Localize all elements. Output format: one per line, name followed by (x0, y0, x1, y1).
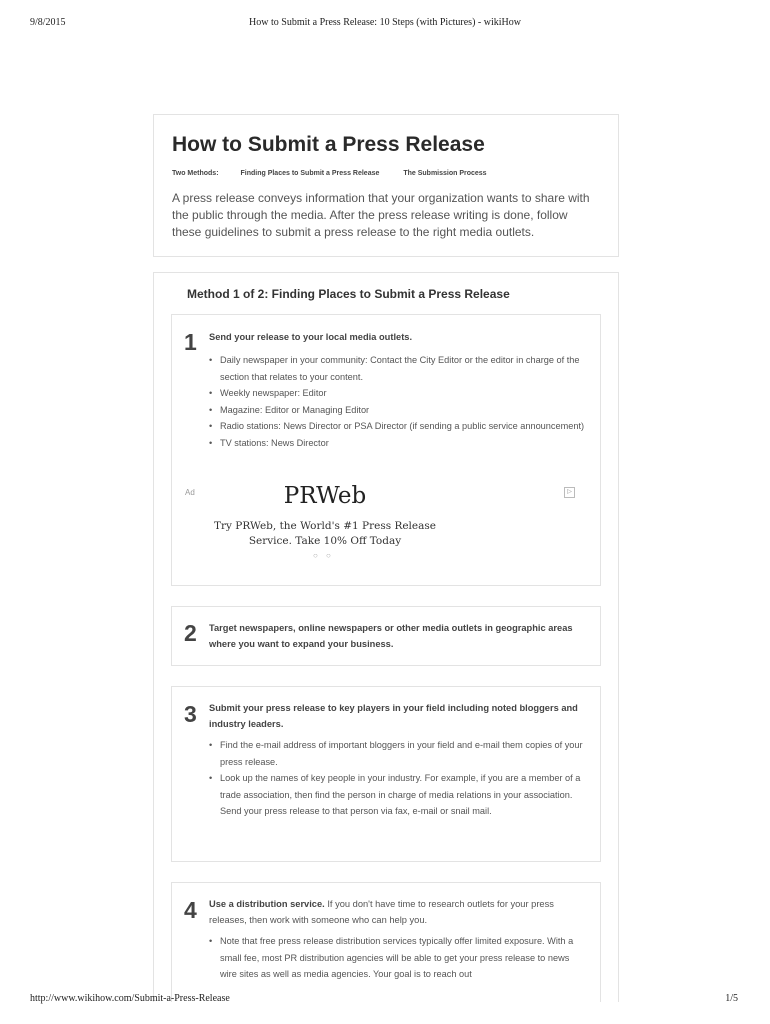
ad-choices-icon[interactable]: ▷ (564, 487, 575, 498)
list-item: • Magazine: Editor or Managing Editor (220, 402, 585, 419)
ad-text[interactable]: Try PRWeb, the World's #1 Press Release Service. Take 10% Off Today (213, 520, 436, 547)
methods-label: Two Methods: (172, 170, 219, 177)
method-link-finding-places[interactable]: Finding Places to Submit a Press Release (240, 170, 380, 177)
step-title-rest: If you don't have time to research outlets for your press releases, then work with someone who can help you. (209, 899, 554, 925)
step-title (209, 896, 589, 928)
print-date: 9/8/2015 (30, 17, 66, 28)
step-bullets (209, 737, 585, 820)
list-item: • Daily newspaper in your community: Contact the City Editor or the editor in charge of the section that relates to your content. (220, 352, 585, 385)
step-4 (171, 882, 601, 1002)
ad-block[interactable] (185, 315, 465, 587)
step-3 (171, 686, 601, 862)
print-url: http://www.wikihow.com/Submit-a-Press-Release (30, 993, 230, 1004)
list-item: • Find the e-mail address of important bloggers in your field and e-mail them copies of your press release. (220, 737, 585, 770)
method-link-submission-process[interactable]: The Submission Process (403, 170, 487, 177)
article-title: How to Submit a Press Release (172, 133, 485, 156)
step-number: 2 (184, 620, 197, 646)
list-item: • Note that free press release distribution services typically offer limited exposure. With a small fee, most PR distribution agencies will be able to get your press release to news wire sites as well as media agencies. Your goal is to reach out (220, 933, 585, 983)
step-title: Send your release to your local media outlets. (209, 332, 413, 342)
method-heading: Method 1 of 2: Finding Places to Submit a Press Release (187, 287, 510, 301)
list-item: • Look up the names of key people in your industry. For example, if you are a member of a trade association, then find the person in charge of media relations in your association. Send your press release to that person via fax, e-mail or snail mail. (220, 770, 585, 820)
step-number: 1 (184, 329, 197, 355)
print-page-number: 1/5 (725, 993, 738, 1004)
step-number: 3 (184, 701, 197, 727)
intro-card (153, 114, 619, 257)
list-item: • Weekly newspaper: Editor (220, 385, 585, 402)
ad-brand[interactable]: PRWeb (283, 483, 367, 509)
step-title: Target newspapers, online newspapers or other media outlets in geographic areas where you want to expand your business. (209, 623, 573, 649)
ad-label: Ad (185, 488, 195, 497)
step-title: Submit your press release to key players in your field including noted bloggers and industry leaders. (209, 703, 578, 729)
methods-nav (172, 170, 509, 177)
step-number: 4 (184, 897, 197, 923)
list-item: • TV stations: News Director (220, 435, 585, 452)
article-summary: A press release conveys information that your organization wants to share with the public through the media. After the press release writing is done, follow these guidelines to submit a press release to the right media outlets. (172, 191, 590, 239)
step-title-bold: Use a distribution service. (209, 899, 325, 909)
step-bullets (209, 933, 585, 983)
print-page-title: How to Submit a Press Release: 10 Steps (with Pictures) - wikiHow (249, 17, 521, 28)
method-1-card (153, 272, 619, 1002)
ad-carousel-dots[interactable]: ○ ○ (313, 551, 334, 560)
step-1 (171, 314, 601, 586)
step-2 (171, 606, 601, 666)
list-item: • Radio stations: News Director or PSA Director (if sending a public service announcement) (220, 418, 585, 435)
